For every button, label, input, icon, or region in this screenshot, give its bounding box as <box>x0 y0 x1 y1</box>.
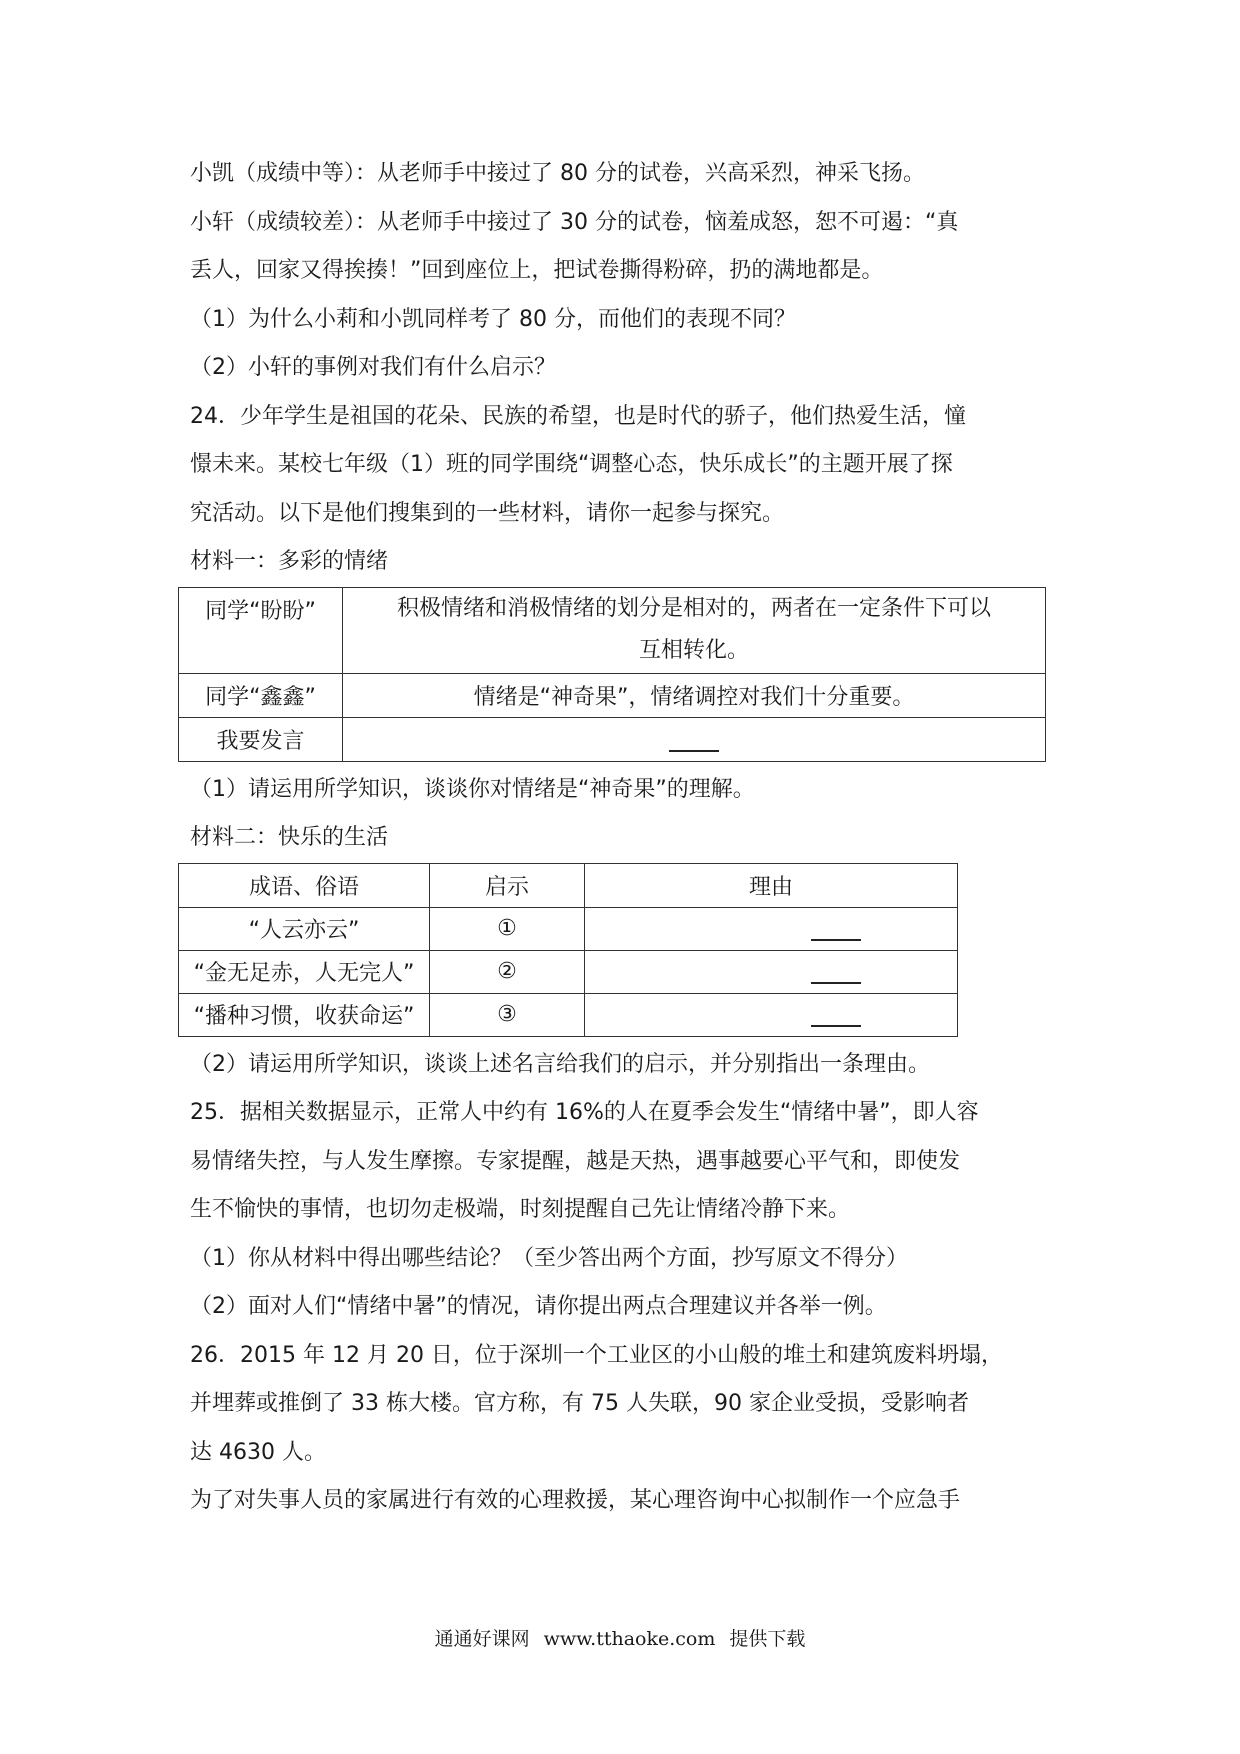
question-24-2: （2）请运用所学知识，谈谈上述名言给我们的启示，并分别指出一条理由。 <box>190 1051 930 1077</box>
answer-blank[interactable] <box>669 728 719 752</box>
header-idiom: 成语、俗语 <box>179 863 430 907</box>
answer-blank-cell[interactable] <box>343 717 1046 761</box>
material-1-title: 材料一：多彩的情绪 <box>190 549 389 574</box>
question-24-line-2: 憬未来。某校七年级（1）班的同学围绕“调整心态，快乐成长”的主题开展了探 <box>190 452 953 477</box>
footer-url[interactable]: www.tthaoke.com <box>543 1628 716 1650</box>
question-23-1: （1）为什么小莉和小凯同样考了 80 分，而他们的表现不同？ <box>190 306 796 332</box>
cell-text-line-1: 积极情绪和消极情绪的划分是相对的，两者在一定条件下可以 <box>396 596 991 621</box>
idiom-cell: “人云亦云” <box>179 907 430 950</box>
question-26-line-2: 并埋葬或推倒了 33 栋大楼。官方称，有 75 人失联，90 家企业受损，受影响者 <box>190 1391 969 1416</box>
footer-note: 提供下载 <box>729 1628 806 1650</box>
table-cell-label: 同学“盼盼” <box>179 587 343 673</box>
table-row <box>179 673 1046 717</box>
mark-cell: ② <box>430 950 585 993</box>
table-cell-text <box>343 587 1046 673</box>
footer-site: 通通好课网 <box>434 1628 530 1650</box>
answer-blank-cell[interactable] <box>585 950 958 993</box>
mark-cell: ③ <box>430 993 585 1036</box>
question-24-line-3: 究活动。以下是他们搜集到的一些材料，请你一起参与探究。 <box>190 500 785 526</box>
table-row <box>179 717 1046 761</box>
page-footer <box>0 1624 1240 1651</box>
question-26-line-1: 26．2015 年 12 月 20 日，位于深圳一个工业区的小山般的堆土和建筑废料坍塌， <box>190 1342 1003 1368</box>
table-cell-text: 情绪是“神奇果”，情绪调控对我们十分重要。 <box>343 673 1046 717</box>
answer-blank-cell[interactable] <box>585 907 958 950</box>
material-2-title: 材料二：快乐的生活 <box>190 825 389 850</box>
mark-cell: ① <box>430 907 585 950</box>
line-xiaokai: 小凯（成绩中等）：从老师手中接过了 80 分的试卷，兴高采烈，神采飞扬。 <box>190 161 925 186</box>
table-header-row <box>179 863 958 907</box>
question-26-line-3: 达 4630 人。 <box>190 1439 326 1465</box>
table-row <box>179 993 958 1036</box>
header-inspiration: 启示 <box>430 863 585 907</box>
question-25-line-1: 25．据相关数据显示，正常人中约有 16%的人在夏季会发生“情绪中暑”，即人容 <box>190 1100 979 1125</box>
line-xiaoxuan-2: 丢人，回家又得挨揍！”回到座位上，把试卷撕得粉碎，扔的满地都是。 <box>190 258 884 283</box>
question-25-line-2: 易情绪失控，与人发生摩擦。专家提醒，越是天热，遇事越要心平气和，即使发 <box>190 1148 961 1174</box>
table-cell-label: 同学“鑫鑫” <box>179 673 343 717</box>
cell-text-line-2: 互相转化。 <box>638 638 749 663</box>
answer-blank[interactable] <box>811 917 861 941</box>
question-24-line-1: 24．少年学生是祖国的花朵、民族的希望，也是时代的骄子，他们热爱生活，憧 <box>190 403 966 429</box>
line-xiaoxuan-1: 小轩（成绩较差）：从老师手中接过了 30 分的试卷，恼羞成怒，恕不可遏：“真 <box>190 209 959 235</box>
header-reason: 理由 <box>585 863 958 907</box>
table-row <box>179 587 1046 673</box>
table-cell-label: 我要发言 <box>179 717 343 761</box>
answer-blank[interactable] <box>811 1003 861 1027</box>
table-row <box>179 950 958 993</box>
idiom-cell: “播种习惯，收获命运” <box>179 993 430 1036</box>
question-26-line-4: 为了对失事人员的家属进行有效的心理救援，某心理咨询中心拟制作一个应急手 <box>190 1488 961 1513</box>
table-row <box>179 907 958 950</box>
idiom-table <box>178 863 958 1037</box>
emotion-table <box>178 587 1046 762</box>
answer-blank-cell[interactable] <box>585 993 958 1036</box>
question-23-2: （2）小轩的事例对我们有什么启示？ <box>190 355 556 380</box>
question-25-1: （1）你从材料中得出哪些结论？（至少答出两个方面，抄写原文不得分） <box>190 1245 908 1271</box>
question-25-2: （2）面对人们“情绪中暑”的情况，请你提出两点合理建议并各举一例。 <box>190 1294 887 1319</box>
question-24-1: （1）请运用所学知识，谈谈你对情绪是“神奇果”的理解。 <box>190 776 755 802</box>
idiom-cell: “金无足赤，人无完人” <box>179 950 430 993</box>
question-25-line-3: 生不愉快的事情，也切勿走极端，时刻提醒自己先让情绪冷静下来。 <box>190 1197 851 1222</box>
answer-blank[interactable] <box>811 960 861 984</box>
document-page <box>190 150 1062 1526</box>
